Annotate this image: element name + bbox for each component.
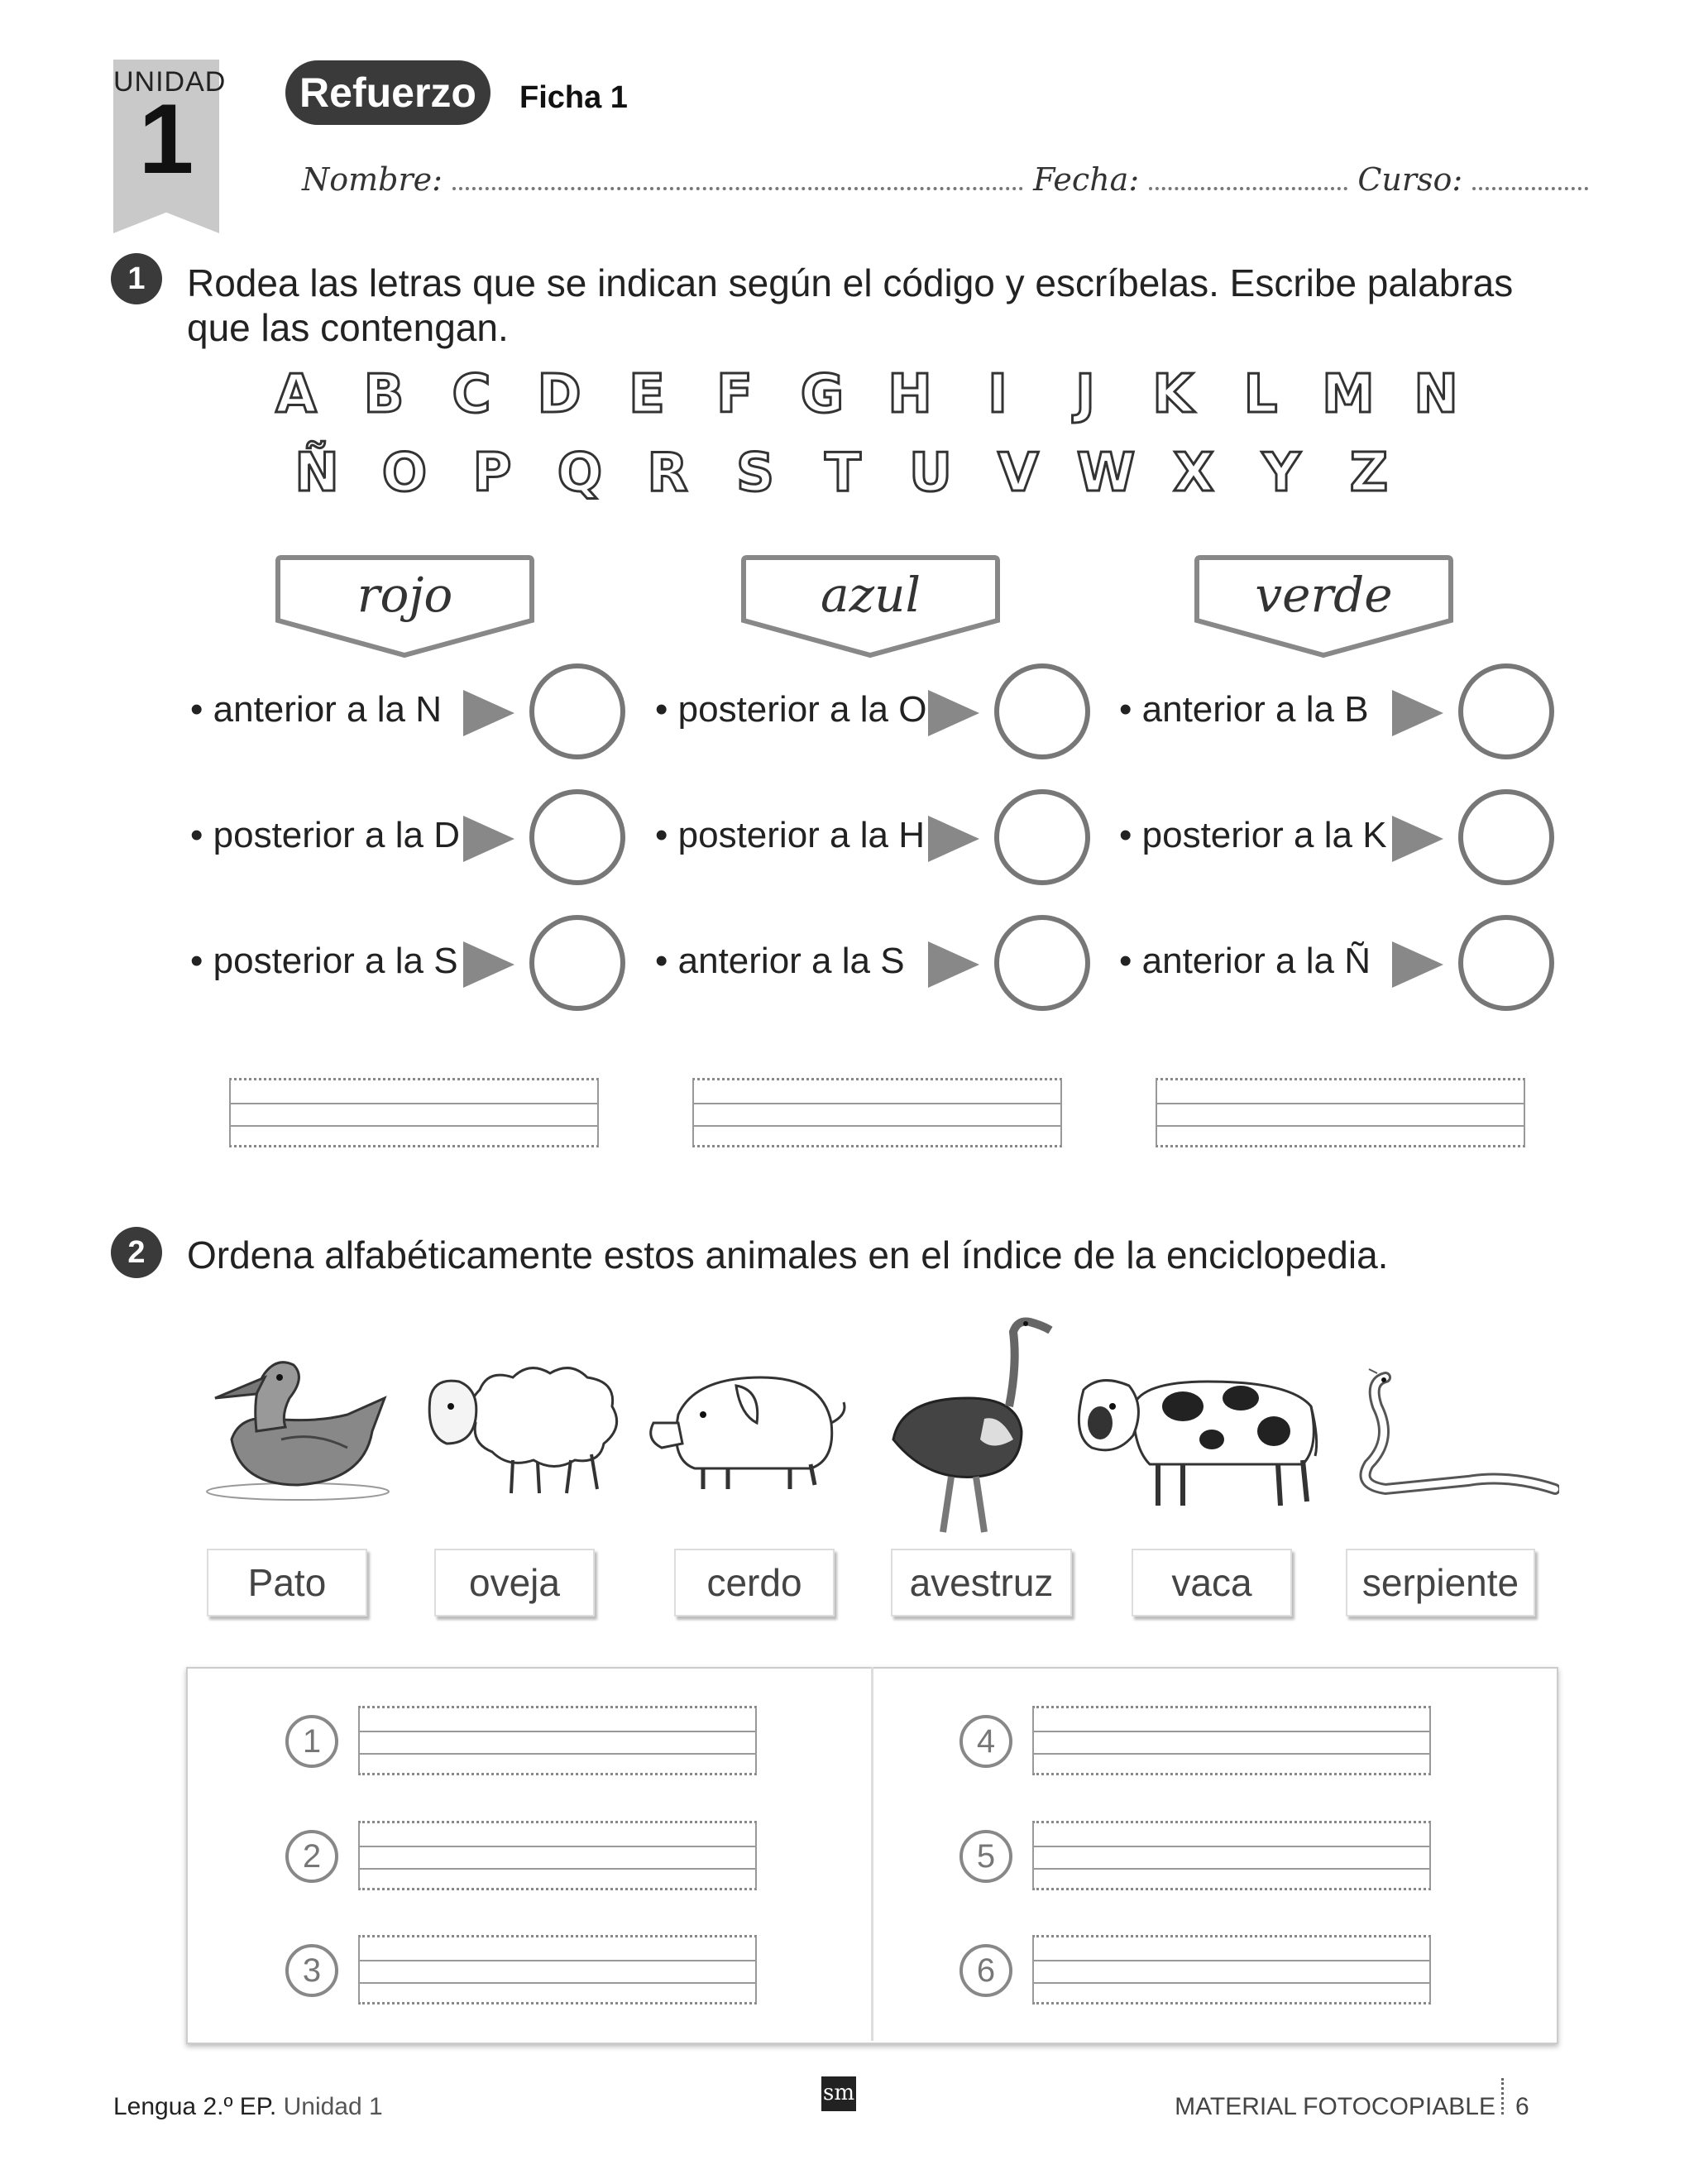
alphabet-letter[interactable]: K (1152, 364, 1194, 425)
alphabet-letter[interactable]: Ñ (294, 443, 339, 504)
arrow-icon (463, 690, 514, 736)
index-writing-lines[interactable] (358, 1706, 757, 1775)
clue-text: • anterior a la B (1119, 689, 1369, 730)
arrow-icon (928, 941, 979, 988)
footer-material: MATERIAL FOTOCOPIABLE (1175, 2093, 1495, 2120)
instruction-line-2: que las contengan. (187, 306, 509, 349)
clue-text: • anterior a la N (190, 689, 442, 730)
word-card: serpiente (1346, 1549, 1535, 1616)
pig-icon (645, 1365, 852, 1497)
footer-separator (1501, 2078, 1504, 2115)
footer-subject-bold: Lengua 2.º EP. (113, 2093, 277, 2120)
exercise-2-instruction: Ordena alfabéticamente estos animales en el índice de la enciclopedia. (187, 1233, 1389, 1276)
clue-text: • posterior a la K (1119, 815, 1387, 855)
writing-lines-rojo[interactable] (229, 1078, 599, 1147)
arrow-icon (1392, 690, 1443, 736)
index-number-badge: 5 (959, 1830, 1012, 1883)
answer-circle[interactable] (994, 915, 1090, 1011)
duck-icon (182, 1340, 393, 1506)
unit-number: 1 (138, 84, 194, 194)
alphabet-letter[interactable]: C (452, 364, 491, 425)
arrow-icon (928, 816, 979, 862)
alphabet-letter[interactable]: B (363, 364, 404, 425)
sheep-icon (414, 1357, 624, 1497)
answer-circle[interactable] (1458, 663, 1554, 759)
alphabet-letter[interactable]: E (629, 364, 665, 425)
alphabet-letter[interactable]: A (275, 364, 317, 425)
alphabet-letter[interactable]: W (1076, 443, 1136, 504)
fecha-label: Fecha: (1033, 161, 1140, 198)
index-number-badge: 6 (959, 1944, 1012, 1997)
exercise-2-badge: 2 (111, 1227, 162, 1278)
alphabet-letter[interactable]: Z (1349, 443, 1389, 504)
answer-circle[interactable] (529, 789, 625, 885)
tag-azul-label: azul (820, 567, 921, 623)
answer-circle[interactable] (994, 789, 1090, 885)
alphabet-letter[interactable]: F (716, 364, 753, 425)
clue-text: • posterior a la D (190, 815, 460, 855)
arrow-icon (928, 690, 979, 736)
arrow-icon (1392, 816, 1443, 862)
exercise-1-badge: 1 (111, 253, 162, 304)
exercise-1-instruction (187, 261, 1513, 350)
word-card: oveja (434, 1549, 595, 1616)
answer-circle[interactable] (994, 663, 1090, 759)
index-writing-lines[interactable] (1032, 1935, 1431, 2004)
nombre-label: Nombre: (302, 161, 443, 198)
alphabet-letter[interactable]: Y (1261, 443, 1301, 504)
writing-lines-verde[interactable] (1156, 1078, 1525, 1147)
clue-text: • posterior a la O (655, 689, 927, 730)
refuerzo-pill: Refuerzo (285, 60, 490, 125)
answer-circle[interactable] (1458, 789, 1554, 885)
ostrich-icon (877, 1315, 1059, 1539)
answer-circle[interactable] (529, 663, 625, 759)
alphabet-letter[interactable]: M (1322, 364, 1375, 425)
book-fold (871, 1667, 873, 2041)
writing-lines-azul[interactable] (692, 1078, 1062, 1147)
index-writing-lines[interactable] (358, 1821, 757, 1890)
alphabet-letter[interactable]: V (998, 443, 1039, 504)
alphabet-letter[interactable]: J (1075, 364, 1095, 425)
index-number-badge: 3 (285, 1944, 338, 1997)
cow-icon (1067, 1357, 1323, 1522)
arrow-icon (463, 941, 514, 988)
alphabet-letter[interactable]: U (909, 443, 952, 504)
ficha-label: Ficha 1 (519, 80, 628, 115)
alphabet-letter[interactable]: Q (557, 443, 603, 504)
index-number-badge: 4 (959, 1715, 1012, 1768)
alphabet-letter[interactable]: L (1243, 364, 1278, 425)
alphabet-letter[interactable]: X (1173, 443, 1214, 504)
alphabet-letter[interactable]: D (537, 364, 581, 425)
index-writing-lines[interactable] (358, 1935, 757, 2004)
index-number-badge: 2 (285, 1830, 338, 1883)
curso-field[interactable] (1472, 162, 1588, 190)
clue-text: • anterior a la Ñ (1119, 941, 1371, 981)
tag-rojo-label: rojo (357, 567, 453, 623)
alphabet-letter[interactable]: T (825, 443, 861, 504)
sm-logo: sm (821, 2076, 856, 2111)
answer-circle[interactable] (529, 915, 625, 1011)
clue-text: • anterior a la S (655, 941, 905, 981)
word-card: cerdo (674, 1549, 835, 1616)
instruction-line-1: Rodea las letras que se indican según el código y escríbelas. Escribe palabras (187, 261, 1514, 304)
word-card: Pato (207, 1549, 367, 1616)
footer-unit: Unidad 1 (283, 2093, 383, 2120)
arrow-icon (1392, 941, 1443, 988)
alphabet-letter[interactable]: S (735, 443, 775, 504)
index-writing-lines[interactable] (1032, 1821, 1431, 1890)
student-info-line (302, 161, 1588, 198)
snake-icon (1344, 1365, 1559, 1506)
word-card: vaca (1132, 1549, 1292, 1616)
alphabet-letter[interactable]: O (381, 443, 428, 504)
index-writing-lines[interactable] (1032, 1706, 1431, 1775)
index-number-badge: 1 (285, 1715, 338, 1768)
answer-circle[interactable] (1458, 915, 1554, 1011)
fecha-field[interactable] (1149, 162, 1347, 190)
alphabet-letter[interactable]: I (988, 364, 1007, 425)
curso-label: Curso: (1357, 161, 1463, 198)
nombre-field[interactable] (452, 162, 1023, 190)
word-card: avestruz (891, 1549, 1072, 1616)
alphabet-letter[interactable]: H (888, 364, 932, 425)
footer-subject (113, 2093, 383, 2121)
alphabet-letter[interactable]: P (472, 443, 512, 504)
page-number: 6 (1515, 2093, 1529, 2120)
arrow-icon (463, 816, 514, 862)
clue-text: • posterior a la H (655, 815, 925, 855)
tag-verde-label: verde (1255, 567, 1393, 623)
alphabet-letter[interactable]: G (800, 364, 845, 425)
unit-label: UNIDAD (113, 66, 227, 98)
alphabet-letter[interactable]: N (1414, 364, 1458, 425)
clue-text: • posterior a la S (190, 941, 458, 981)
alphabet-letter[interactable]: R (647, 443, 688, 504)
